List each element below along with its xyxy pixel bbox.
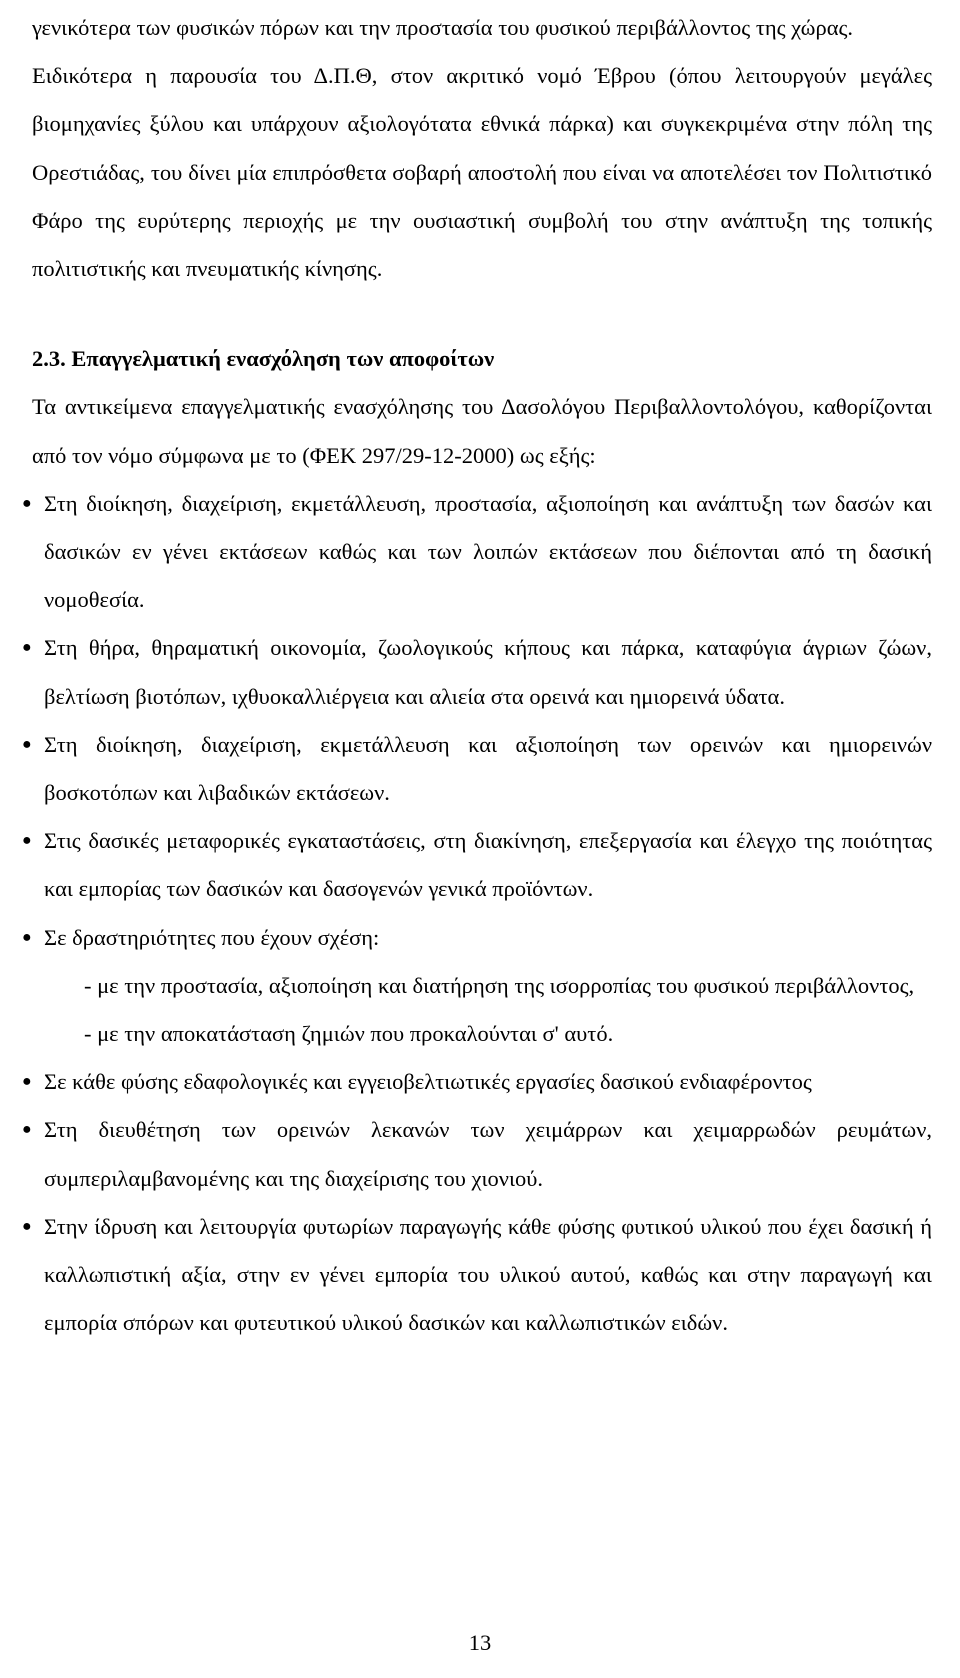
- list-item-text: Στη διευθέτηση των ορεινών λεκανών των χειμάρρων και χειμαρρωδών ρευμάτων, συμπεριλαμβανομένης και της διαχείρισης του χιονιού.: [44, 1117, 932, 1191]
- intro-paragraph-1: γενικότερα των φυσικών πόρων και την προστασία του φυσικού περιβάλλοντος της χώρας.: [32, 15, 854, 40]
- list-item: [22, 1106, 932, 1202]
- list-item-text: Σε δραστηριότητες που έχουν σχέση:: [44, 924, 380, 950]
- bullet-icon: ●: [22, 832, 32, 850]
- list-item: [22, 1203, 932, 1348]
- list-item: [22, 817, 932, 913]
- section-gap: [32, 293, 932, 335]
- bullet-icon: ●: [22, 735, 32, 753]
- employment-list: [22, 480, 932, 1348]
- bullet-icon: ●: [22, 928, 32, 946]
- sub-list-item: - με την αποκατάσταση ζημιών που προκαλούνται σ' αυτό.: [84, 1021, 614, 1047]
- section-lead-paragraph: Τα αντικείμενα επαγγελματικής ενασχόλησης του Δασολόγου Περιβαλλοντολόγου, καθορίζονται από τον νόμο σύμφωνα με το (ΦΕΚ 297/29-12-2000) ως εξής:: [32, 394, 932, 468]
- page-number: 13: [468, 1630, 492, 1655]
- list-item-text: Στη διοίκηση, διαχείριση, εκμετάλλευση, προστασία, αξιοποίηση και ανάπτυξη των δασών και δασικών εν γένει εκτάσεων καθώς και των λοιπών εκτάσεων που διέπονται από τη δασική νομοθεσία.: [44, 490, 932, 613]
- list-item-text: Σε κάθε φύσης εδαφολογικές και εγγειοβελτιωτικές εργασίες δασικού ενδιαφέροντος: [44, 1069, 812, 1095]
- list-item: [22, 914, 932, 1059]
- section-heading: 2.3. Επαγγελματική ενασχόληση των αποφοίτων: [32, 346, 495, 372]
- intro-paragraph-2: Ειδικότερα η παρουσία του Δ.Π.Θ, στον ακριτικό νομό Έβρου (όπου λειτουργούν μεγάλες βιομηχανίες ξύλου και υπάρχουν αξιολογότατα εθνικά πάρκα) και συγκεκριμένα στην πόλη της Ορεστιάδας, του δίνει μία επιπρόσθετα σοβαρή αποστολή που είναι να αποτελέσει τον Πολιτιστικό Φάρο της ευρύτερης περιοχής με την ουσιαστική συμβολή του στην ανάπτυξη της τοπικής πολιτιστικής και πνευματικής κίνησης.: [32, 63, 932, 282]
- list-item: [22, 480, 932, 625]
- list-item-text: Στις δασικές μεταφορικές εγκαταστάσεις, στη διακίνηση, επεξεργασία και έλεγχο της ποιότητας και εμπορίας των δασικών και δασογενών γενικά προϊόντων.: [44, 828, 932, 902]
- bullet-icon: ●: [22, 1121, 32, 1139]
- list-item-text: Στη θήρα, θηραματική οικονομία, ζωολογικούς κήπους και πάρκα, καταφύγια άγριων ζώων, βελτίωση βιοτόπων, ιχθυοκαλλιέργεια και αλιεία στα ορεινά και ημιορεινά ύδατα.: [44, 635, 932, 709]
- list-item: [22, 721, 932, 817]
- bullet-icon: ●: [22, 1217, 32, 1235]
- bullet-icon: ●: [22, 1073, 32, 1091]
- document-page: [22, 4, 932, 1347]
- bullet-icon: ●: [22, 494, 32, 512]
- list-item-text: Στην ίδρυση και λειτουργία φυτωρίων παραγωγής κάθε φύσης φυτικού υλικού που έχει δασική ή καλλωπιστική αξία, στην εν γένει εμπορία του υλικού αυτού, καθώς και στην παραγωγή και εμπορία σπόρων και φυτευτικού υλικού δασικών και καλλωπιστικών ειδών.: [44, 1213, 932, 1336]
- sub-list: [44, 962, 932, 1058]
- list-item: [22, 1058, 932, 1106]
- list-item-text: Στη διοίκηση, διαχείριση, εκμετάλλευση και αξιοποίηση των ορεινών και ημιορεινών βοσκοτόπων και λιβαδικών εκτάσεων.: [44, 731, 932, 806]
- bullet-icon: ●: [22, 639, 32, 657]
- list-item: [22, 624, 932, 720]
- sub-list-item: - με την προστασία, αξιοποίηση και διατήρηση της ισορροπίας του φυσικού περιβάλλοντος,: [84, 972, 915, 998]
